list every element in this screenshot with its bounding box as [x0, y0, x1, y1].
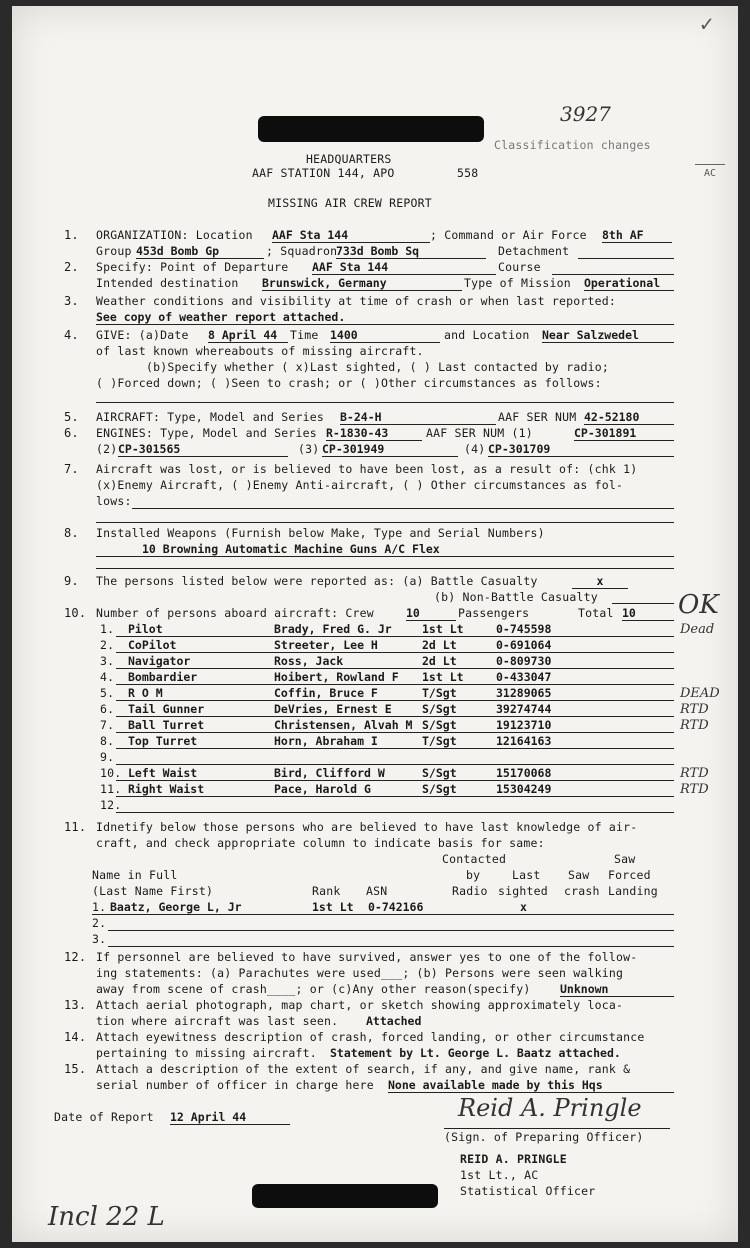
crew-name: DeVries, Ernest E [274, 702, 392, 716]
crew-serial: 12164163 [496, 734, 552, 748]
officer-title: Statistical Officer [460, 1184, 596, 1198]
margin-ok-mark: OK [678, 590, 719, 620]
item-number: 12. [64, 950, 87, 964]
departure-value: AAF Sta 144 [312, 260, 496, 275]
crew-status-note: RTD [680, 782, 709, 797]
officer-name: REID A. PRINGLE [460, 1152, 567, 1166]
witness-last-sighted-mark: x [520, 900, 527, 914]
date-label: GIVE: (a)Date [96, 328, 189, 342]
inclosure-handwritten-note: Incl 22 L [48, 1202, 165, 1232]
col-by: by [466, 868, 481, 882]
witness-rank: 1st Lt [312, 900, 354, 914]
crew-name: Streeter, Lee H [274, 638, 378, 652]
crew-serial: 15170068 [496, 766, 552, 780]
form-title: MISSING AIR CREW REPORT [268, 196, 432, 210]
crew-rank: T/Sgt [422, 734, 457, 748]
crew-position: R O M [128, 686, 163, 700]
item-number: 3. [64, 294, 79, 308]
crew-position: Right Waist [128, 782, 205, 796]
crew-serial: 0-809730 [496, 654, 552, 668]
item-number: 9. [64, 574, 79, 588]
report-date-value: 12 April 44 [170, 1110, 290, 1125]
crew-row-line [116, 700, 674, 701]
crew-row-number: 3. [100, 654, 115, 668]
item-number: 15. [64, 1062, 87, 1076]
crew-rank: 2d Lt [422, 654, 457, 668]
witness-instructions-1: Idnetify below those persons who are believed to have last knowledge of air- [96, 820, 638, 834]
crew-row-line [116, 668, 674, 669]
col-contacted: Contacted [442, 852, 507, 866]
crew-serial: 39274744 [496, 702, 552, 716]
crew-row-number: 10. [100, 766, 122, 780]
squadron-value: 733d Bomb Sq [336, 244, 486, 259]
crew-name: Hoibert, Rowland F [274, 670, 399, 684]
classification-stamp: Classification changes [494, 138, 651, 152]
witness-row-number: 2. [92, 916, 107, 930]
command-label: ; Command or Air Force [430, 228, 587, 242]
col-asn: ASN [366, 884, 388, 898]
date-value: 8 April 44 [208, 328, 288, 343]
specify-text: (b)Specify whether ( x)Last sighted, ( ) Last contacted by radio; [146, 360, 610, 374]
item-number: 10. [64, 606, 87, 620]
battle-casualty-mark: x [572, 574, 628, 589]
crew-serial: 31289065 [496, 686, 552, 700]
crew-name: Bird, Clifford W [274, 766, 385, 780]
crew-row-line [116, 684, 674, 685]
org-location-value: AAF Sta 144 [272, 228, 430, 243]
crew-count: 10 [406, 606, 456, 621]
crew-rank: 2d Lt [422, 638, 457, 652]
aircraft-model-value: B-24-H [340, 410, 496, 425]
item-number: 11. [64, 820, 87, 834]
crew-serial: 0-433047 [496, 670, 552, 684]
crew-row-number: 8. [100, 734, 115, 748]
header-headquarters: HEADQUARTERS [306, 152, 392, 166]
photo-text-1: Attach aerial photograph, map chart, or sketch showing approximately loca- [96, 998, 624, 1012]
item-number: 4. [64, 328, 79, 342]
crew-position: Ball Turret [128, 718, 205, 732]
crew-position: Left Waist [128, 766, 198, 780]
eyewitness-text-1: Attach eyewitness description of crash, forced landing, or other circumstance [96, 1030, 645, 1044]
photo-text-2: tion where aircraft was last seen. [96, 1014, 339, 1028]
report-date-label: Date of Report [54, 1110, 154, 1124]
engine-3-serial: CP-301949 [322, 442, 458, 457]
squadron-label: ; Squadron [266, 244, 338, 258]
item-number: 13. [64, 998, 87, 1012]
whereabouts-text: of last known whereabouts of missing aircraft. [96, 344, 424, 358]
witness-asn: 0-742166 [368, 900, 424, 914]
loss-cause-text: Aircraft was lost, or is believed to have been lost, as a result of: (chk 1) [96, 462, 638, 476]
loss-cause-follows: lows: [96, 494, 132, 508]
destination-value: Brunswick, Germany [262, 276, 462, 291]
item-number: 6. [64, 426, 79, 440]
crew-rank: T/Sgt [422, 686, 457, 700]
crew-name: Ross, Jack [274, 654, 344, 668]
crew-row-line [116, 732, 674, 733]
document-page [12, 6, 738, 1242]
crew-name: Brady, Fred G. Jr [274, 622, 392, 636]
witness-row-number: 3. [92, 932, 107, 946]
engine-2-serial: CP-301565 [118, 442, 288, 457]
time-label: Time [290, 328, 319, 342]
crew-row-line [116, 812, 674, 813]
crew-serial: 19123710 [496, 718, 552, 732]
item-number: 14. [64, 1030, 87, 1044]
total-count: 10 [622, 606, 674, 621]
crew-row-number: 4. [100, 670, 115, 684]
crew-row-line [116, 716, 674, 717]
col-crash: crash [564, 884, 600, 898]
last-location-value: Near Salzwedel [542, 328, 674, 343]
loss-cause-options: (x)Enemy Aircraft, ( )Enemy Anti-aircraft, ( ) Other circumstances as fol- [96, 478, 624, 492]
detachment-label: Detachment [498, 244, 570, 258]
weather-label: Weather conditions and visibility at time of crash or when last reported: [96, 294, 617, 308]
engines-label: ENGINES: Type, Model and Series [96, 426, 317, 440]
non-battle-casualty-label: (b) Non-Battle Casualty [434, 590, 598, 604]
survival-reason-value: Unknown [560, 982, 674, 997]
engine-3-label: (3) [298, 442, 320, 456]
weapons-label: Installed Weapons (Furnish below Make, Type and Serial Numbers) [96, 526, 545, 540]
persons-aboard-label: Number of persons aboard aircraft: Crew [96, 606, 374, 620]
crew-position: Pilot [128, 622, 163, 636]
crew-serial: 0-745598 [496, 622, 552, 636]
crew-row-number: 2. [100, 638, 115, 652]
officer-rank: 1st Lt., AC [460, 1168, 539, 1182]
casualty-label: The persons listed below were reported as: (a) Battle Casualty [96, 574, 538, 588]
photo-value: Attached [366, 1014, 422, 1028]
item-number: 8. [64, 526, 79, 540]
eyewitness-value: Statement by Lt. George L. Baatz attached. [330, 1046, 621, 1060]
crew-rank: S/Sgt [422, 766, 457, 780]
crew-row-number: 7. [100, 718, 115, 732]
officer-signature: Reid A. Pringle [458, 1094, 642, 1122]
redaction-bar-top [258, 116, 484, 142]
col-last: Last [512, 868, 541, 882]
passengers-label: Passengers [458, 606, 530, 620]
crew-row-line [116, 636, 674, 637]
col-forced: Forced [608, 868, 651, 882]
item-number: 1. [64, 228, 79, 242]
crew-status-note: RTD [680, 766, 709, 781]
witness-row-number: 1. [92, 900, 107, 914]
col-saw: Saw [568, 868, 590, 882]
crew-row-number: 1. [100, 622, 115, 636]
command-value: 8th AF [602, 228, 672, 243]
survival-text-3: away from scene of crash____; or (c)Any other reason(specify) [96, 982, 531, 996]
engine-serial-label: AAF SER NUM (1) [426, 426, 533, 440]
col-last-name-first: (Last Name First) [92, 884, 214, 898]
witness-name: Baatz, George L, Jr [110, 900, 242, 914]
search-text-1: Attach a description of the extent of search, if any, and give name, rank & [96, 1062, 631, 1076]
witness-instructions-2: craft, and check appropriate column to indicate basis for same: [96, 836, 545, 850]
course-label: Course [498, 260, 541, 274]
crew-row-number: 5. [100, 686, 115, 700]
crew-row-line [116, 748, 674, 749]
crew-position: CoPilot [128, 638, 177, 652]
corner-check-mark: ✓ [700, 12, 714, 37]
crew-row-line [116, 796, 674, 797]
crew-rank: 1st Lt [422, 670, 464, 684]
crew-rank: S/Sgt [422, 718, 457, 732]
engine-model-value: R-1830-43 [326, 426, 422, 441]
header-apo-number: 558 [457, 166, 479, 180]
engine-1-serial: CP-301891 [574, 426, 674, 441]
col-landing: Landing [608, 884, 658, 898]
crew-name: Coffin, Bruce F [274, 686, 378, 700]
crew-row-number: 6. [100, 702, 115, 716]
crew-status-note: RTD [680, 702, 709, 717]
crew-rank: S/Sgt [422, 702, 457, 716]
departure-label: Specify: Point of Departure [96, 260, 289, 274]
time-value: 1400 [330, 328, 440, 343]
group-label: Group [96, 244, 132, 258]
crew-serial: 15304249 [496, 782, 552, 796]
col-name-in-full: Name in Full [92, 868, 178, 882]
crew-row-number: 11. [100, 782, 122, 796]
crew-name: Christensen, Alvah M [274, 718, 413, 732]
crew-row-line [116, 780, 674, 781]
ac-box: AC [695, 164, 725, 190]
item-number: 2. [64, 260, 79, 274]
weather-value: See copy of weather report attached. [96, 310, 674, 325]
crew-position: Top Turret [128, 734, 198, 748]
col-radio: Radio [452, 884, 488, 898]
engine-4-serial: CP-301709 [488, 442, 674, 457]
col-sighted: sighted [498, 884, 548, 898]
survival-text-1: If personnel are believed to have survived, answer yes to one of the follow- [96, 950, 638, 964]
aircraft-serial-label: AAF SER NUM [498, 410, 577, 424]
engine-2-label: (2) [96, 442, 118, 456]
crew-status-note: DEAD [680, 686, 720, 701]
org-location-label: ORGANIZATION: Location [96, 228, 253, 242]
crew-rank: S/Sgt [422, 782, 457, 796]
crew-row-number: 9. [100, 750, 115, 764]
aircraft-label: AIRCRAFT: Type, Model and Series [96, 410, 324, 424]
col-saw-2: Saw [614, 852, 636, 866]
crew-status-note: RTD [680, 718, 709, 733]
mission-label: Type of Mission [464, 276, 571, 290]
redaction-bar-bottom [252, 1184, 438, 1208]
crew-row-line [116, 764, 674, 765]
crew-status-note: Dead [680, 622, 715, 637]
crew-position: Navigator [128, 654, 191, 668]
mission-value: Operational [584, 276, 674, 291]
crew-row-line [116, 652, 674, 653]
col-rank: Rank [312, 884, 341, 898]
crew-name: Pace, Harold G [274, 782, 371, 796]
crew-serial: 0-691064 [496, 638, 552, 652]
search-text-2: serial number of officer in charge here [96, 1078, 374, 1092]
total-label: Total [578, 606, 614, 620]
engine-4-label: (4) [464, 442, 486, 456]
last-location-label: and Location [444, 328, 530, 342]
destination-label: Intended destination [96, 276, 239, 290]
circumstances-text: ( )Forced down; ( )Seen to crash; or ( )Other circumstances as follows: [96, 376, 602, 390]
crew-position: Bombardier [128, 670, 198, 684]
crew-row-number: 12. [100, 798, 122, 812]
survival-text-2: ing statements: (a) Parachutes were used___; (b) Persons were seen walking [96, 966, 624, 980]
aircraft-serial-value: 42-52180 [584, 410, 674, 425]
weapons-value: 10 Browning Automatic Machine Guns A/C Flex [96, 542, 674, 557]
eyewitness-text-2: pertaining to missing aircraft. [96, 1046, 317, 1060]
group-value: 453d Bomb Gp [136, 244, 264, 259]
crew-name: Horn, Abraham I [274, 734, 378, 748]
item-number: 7. [64, 462, 79, 476]
header-station: AAF STATION 144, APO [252, 166, 395, 180]
signature-caption: (Sign. of Preparing Officer) [444, 1130, 644, 1144]
search-value: None available made by this Hqs [388, 1078, 674, 1093]
item-number: 5. [64, 410, 79, 424]
crew-rank: 1st Lt [422, 622, 464, 636]
stamp-number: 3927 [560, 102, 611, 126]
crew-position: Tail Gunner [128, 702, 205, 716]
